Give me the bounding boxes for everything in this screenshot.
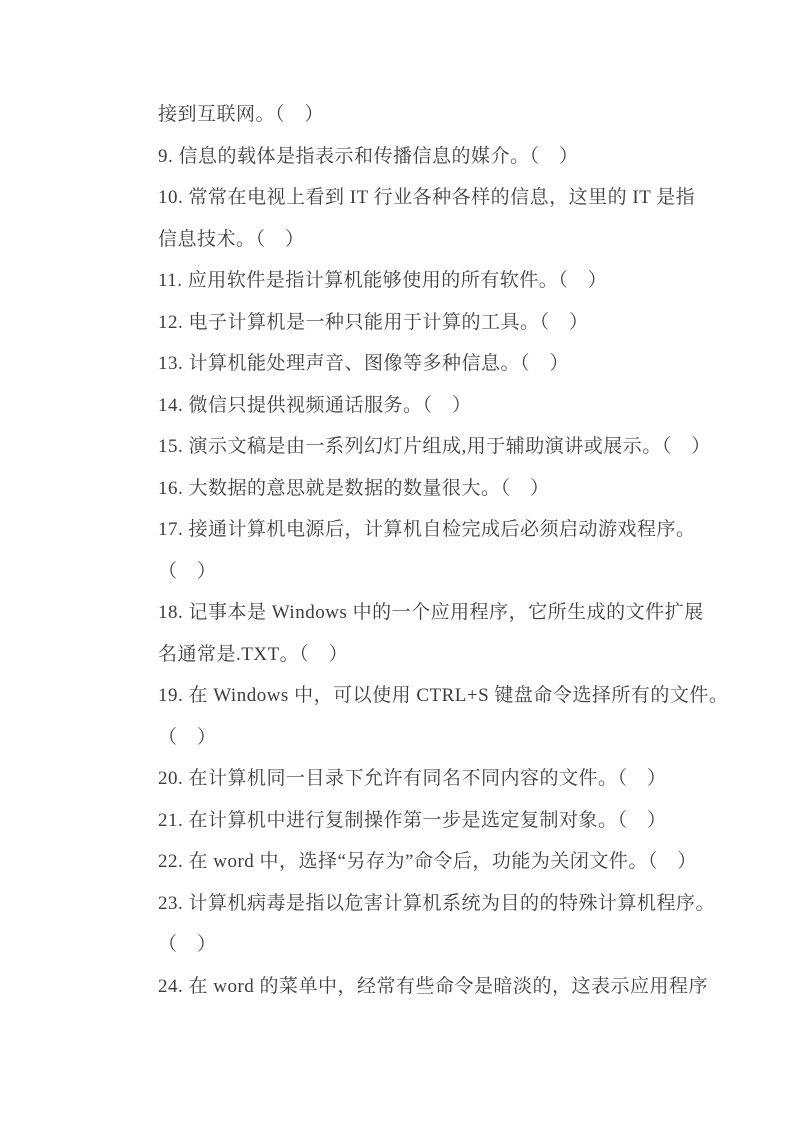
doc-line-question-21: 21. 在计算机中进行复制操作第一步是选定复制对象。（ ）: [158, 809, 667, 831]
doc-line-continuation-8: 接到互联网。（ ）: [158, 104, 325, 125]
doc-line-question-11: 11. 应用软件是指计算机能够使用的所有软件。（ ）: [158, 270, 608, 291]
doc-line-question-10: 10. 常常在电视上看到 IT 行业各种各样的信息，这里的 IT 是指: [158, 187, 696, 208]
doc-line-question-18: 18. 记事本是 Windows 中的一个应用程序，它所生成的文件扩展: [158, 602, 704, 623]
doc-line-question-17-wrap: （ ）: [158, 560, 217, 582]
doc-line-question-23-wrap: （ ）: [158, 934, 217, 955]
doc-line-question-17: 17. 接通计算机电源后，计算机自检完成后必须启动游戏程序。: [158, 519, 696, 540]
doc-line-question-20: 20. 在计算机同一目录下允许有同名不同内容的文件。（ ）: [158, 768, 667, 789]
doc-line-question-22: 22. 在 word 中，选择“另存为”命令后，功能为关闭文件。（ ）: [158, 851, 697, 872]
doc-line-question-12: 12. 电子计算机是一种只能用于计算的工具。（ ）: [158, 311, 589, 333]
doc-line-question-13: 13. 计算机能处理声音、图像等多种信息。（ ）: [158, 353, 570, 374]
doc-line-question-18-wrap: 名通常是.TXT。（ ）: [158, 643, 349, 665]
question-text-block: [158, 94, 729, 1007]
doc-line-question-9: 9. 信息的载体是指表示和传播信息的媒介。（ ）: [158, 145, 579, 167]
doc-line-question-19: 19. 在 Windows 中，可以使用 CTRL+S 键盘命令选择所有的文件。: [158, 685, 729, 706]
doc-line-question-15: 15. 演示文稿是由一系列幻灯片组成,用于辅助演讲或展示。（ ）: [158, 436, 711, 457]
doc-line-question-10-wrap: 信息技术。（ ）: [158, 228, 305, 250]
doc-line-question-16: 16. 大数据的意思就是数据的数量很大。（ ）: [158, 477, 550, 499]
doc-line-question-24: 24. 在 word 的菜单中，经常有些命令是暗淡的，这表示应用程序: [158, 975, 709, 997]
doc-line-question-14: 14. 微信只提供视频通话服务。（ ）: [158, 394, 472, 416]
doc-line-question-19-wrap: （ ）: [158, 726, 217, 748]
doc-line-question-23: 23. 计算机病毒是指以危害计算机系统为目的的特殊计算机程序。: [158, 892, 716, 914]
